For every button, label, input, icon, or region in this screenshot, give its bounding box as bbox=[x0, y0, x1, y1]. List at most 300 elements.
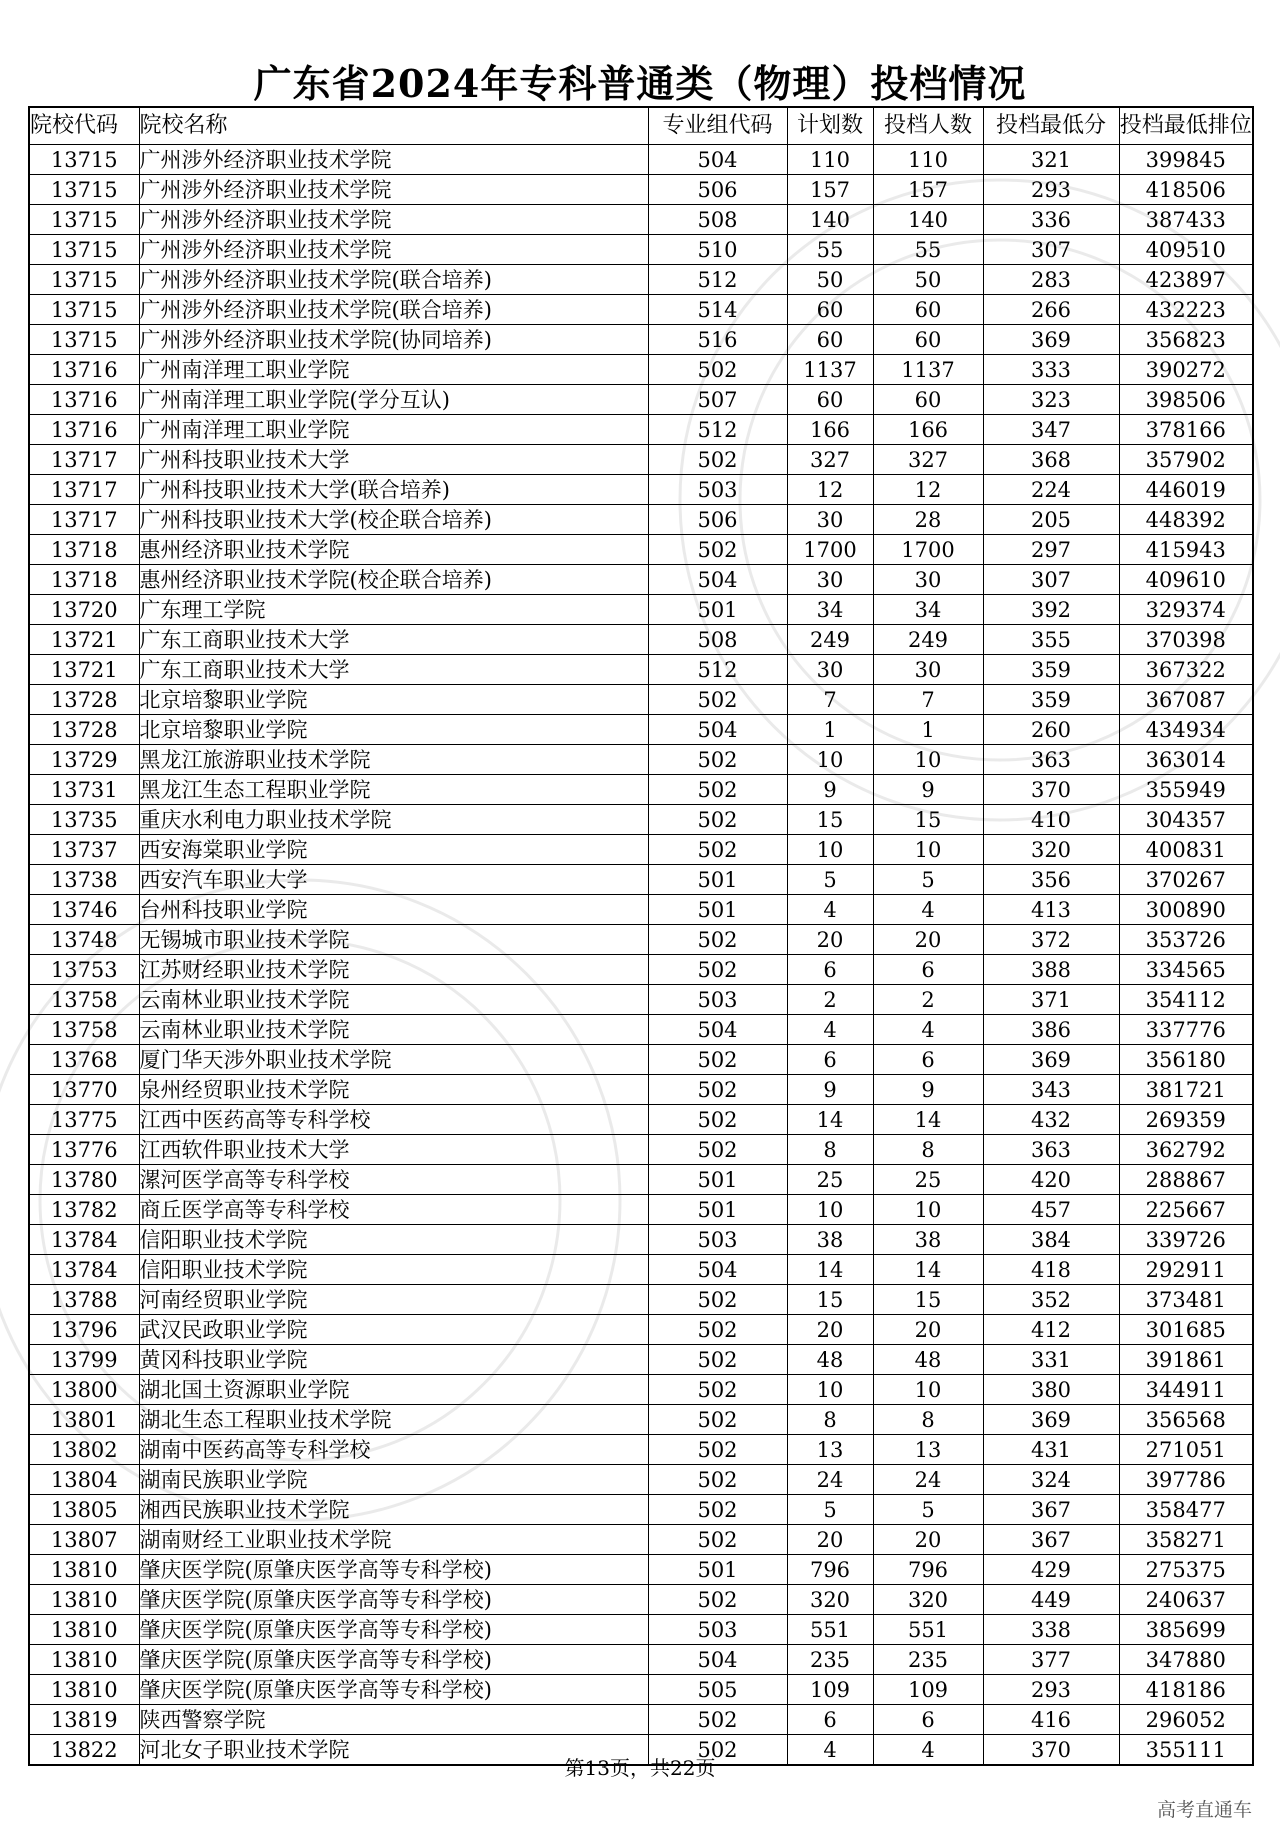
cell-school-name: 广州科技职业技术大学(联合培养) bbox=[139, 475, 648, 505]
table-row bbox=[29, 1135, 1253, 1165]
cell-plan-count: 796 bbox=[787, 1555, 873, 1585]
header-school-name: 院校名称 bbox=[139, 107, 648, 145]
table-row bbox=[29, 1075, 1253, 1105]
cell-group-code: 505 bbox=[648, 1675, 787, 1705]
table-row bbox=[29, 1195, 1253, 1225]
cell-admitted-count: 14 bbox=[873, 1105, 983, 1135]
table-row bbox=[29, 325, 1253, 355]
cell-min-rank: 356823 bbox=[1119, 325, 1253, 355]
cell-school-name: 湘西民族职业技术学院 bbox=[139, 1495, 648, 1525]
cell-admitted-count: 4 bbox=[873, 895, 983, 925]
cell-school-name: 广东理工学院 bbox=[139, 595, 648, 625]
table-row bbox=[29, 1495, 1253, 1525]
cell-min-rank: 448392 bbox=[1119, 505, 1253, 535]
cell-school-code: 13746 bbox=[29, 895, 139, 925]
cell-min-score: 368 bbox=[983, 445, 1119, 475]
cell-min-rank: 391861 bbox=[1119, 1345, 1253, 1375]
cell-school-name: 河北女子职业技术学院 bbox=[139, 1735, 648, 1766]
cell-plan-count: 20 bbox=[787, 1315, 873, 1345]
cell-school-name: 肇庆医学院(原肇庆医学高等专科学校) bbox=[139, 1615, 648, 1645]
cell-admitted-count: 30 bbox=[873, 565, 983, 595]
cell-school-code: 13801 bbox=[29, 1405, 139, 1435]
cell-plan-count: 34 bbox=[787, 595, 873, 625]
cell-min-rank: 367322 bbox=[1119, 655, 1253, 685]
cell-min-rank: 358271 bbox=[1119, 1525, 1253, 1555]
cell-min-rank: 356568 bbox=[1119, 1405, 1253, 1435]
cell-plan-count: 12 bbox=[787, 475, 873, 505]
table-row bbox=[29, 685, 1253, 715]
cell-plan-count: 60 bbox=[787, 385, 873, 415]
cell-school-code: 13810 bbox=[29, 1675, 139, 1705]
cell-admitted-count: 10 bbox=[873, 1195, 983, 1225]
table-row bbox=[29, 775, 1253, 805]
cell-plan-count: 15 bbox=[787, 1285, 873, 1315]
cell-school-name: 广州涉外经济职业技术学院(协同培养) bbox=[139, 325, 648, 355]
table-row bbox=[29, 535, 1253, 565]
cell-group-code: 502 bbox=[648, 835, 787, 865]
table-row bbox=[29, 235, 1253, 265]
cell-group-code: 507 bbox=[648, 385, 787, 415]
cell-admitted-count: 235 bbox=[873, 1645, 983, 1675]
cell-admitted-count: 8 bbox=[873, 1405, 983, 1435]
cell-group-code: 516 bbox=[648, 325, 787, 355]
cell-min-rank: 432223 bbox=[1119, 295, 1253, 325]
table-row bbox=[29, 385, 1253, 415]
cell-school-code: 13721 bbox=[29, 655, 139, 685]
cell-min-rank: 334565 bbox=[1119, 955, 1253, 985]
cell-school-code: 13748 bbox=[29, 925, 139, 955]
cell-plan-count: 7 bbox=[787, 685, 873, 715]
cell-group-code: 508 bbox=[648, 625, 787, 655]
table-row bbox=[29, 1585, 1253, 1615]
cell-min-score: 380 bbox=[983, 1375, 1119, 1405]
header-min-score: 投档最低分 bbox=[983, 107, 1119, 145]
table-row bbox=[29, 1285, 1253, 1315]
cell-plan-count: 109 bbox=[787, 1675, 873, 1705]
cell-plan-count: 38 bbox=[787, 1225, 873, 1255]
page-title: 广东省2024年专科普通类（物理）投档情况 bbox=[253, 61, 1027, 106]
cell-school-name: 武汉民政职业学院 bbox=[139, 1315, 648, 1345]
table-row bbox=[29, 505, 1253, 535]
cell-school-code: 13799 bbox=[29, 1345, 139, 1375]
cell-min-rank: 370267 bbox=[1119, 865, 1253, 895]
cell-min-rank: 271051 bbox=[1119, 1435, 1253, 1465]
cell-admitted-count: 157 bbox=[873, 175, 983, 205]
cell-min-score: 338 bbox=[983, 1615, 1119, 1645]
cell-group-code: 504 bbox=[648, 565, 787, 595]
cell-min-score: 333 bbox=[983, 355, 1119, 385]
cell-admitted-count: 24 bbox=[873, 1465, 983, 1495]
cell-school-code: 13770 bbox=[29, 1075, 139, 1105]
cell-school-name: 湖南中医药高等专科学校 bbox=[139, 1435, 648, 1465]
table-header-row bbox=[29, 107, 1253, 145]
cell-admitted-count: 2 bbox=[873, 985, 983, 1015]
cell-school-code: 13800 bbox=[29, 1375, 139, 1405]
cell-plan-count: 249 bbox=[787, 625, 873, 655]
cell-group-code: 512 bbox=[648, 655, 787, 685]
cell-school-name: 无锡城市职业技术学院 bbox=[139, 925, 648, 955]
cell-group-code: 508 bbox=[648, 205, 787, 235]
cell-min-score: 343 bbox=[983, 1075, 1119, 1105]
cell-plan-count: 6 bbox=[787, 1045, 873, 1075]
cell-school-name: 湖北生态工程职业技术学院 bbox=[139, 1405, 648, 1435]
cell-school-name: 云南林业职业技术学院 bbox=[139, 1015, 648, 1045]
table-row bbox=[29, 1615, 1253, 1645]
cell-group-code: 502 bbox=[648, 1075, 787, 1105]
cell-min-rank: 269359 bbox=[1119, 1105, 1253, 1135]
cell-min-score: 371 bbox=[983, 985, 1119, 1015]
cell-school-code: 13810 bbox=[29, 1645, 139, 1675]
cell-min-rank: 355111 bbox=[1119, 1735, 1253, 1766]
cell-plan-count: 20 bbox=[787, 925, 873, 955]
cell-group-code: 514 bbox=[648, 295, 787, 325]
cell-plan-count: 30 bbox=[787, 655, 873, 685]
cell-min-rank: 356180 bbox=[1119, 1045, 1253, 1075]
cell-school-code: 13715 bbox=[29, 145, 139, 175]
cell-admitted-count: 110 bbox=[873, 145, 983, 175]
table-row bbox=[29, 1225, 1253, 1255]
cell-school-name: 陕西警察学院 bbox=[139, 1705, 648, 1735]
cell-school-name: 河南经贸职业学院 bbox=[139, 1285, 648, 1315]
cell-admitted-count: 50 bbox=[873, 265, 983, 295]
cell-min-score: 449 bbox=[983, 1585, 1119, 1615]
cell-admitted-count: 140 bbox=[873, 205, 983, 235]
cell-admitted-count: 109 bbox=[873, 1675, 983, 1705]
table-body bbox=[29, 145, 1253, 1766]
cell-min-score: 307 bbox=[983, 565, 1119, 595]
cell-school-code: 13737 bbox=[29, 835, 139, 865]
cell-min-rank: 446019 bbox=[1119, 475, 1253, 505]
cell-school-code: 13715 bbox=[29, 235, 139, 265]
cell-group-code: 502 bbox=[648, 535, 787, 565]
cell-group-code: 501 bbox=[648, 1195, 787, 1225]
cell-admitted-count: 249 bbox=[873, 625, 983, 655]
cell-school-code: 13768 bbox=[29, 1045, 139, 1075]
table-row bbox=[29, 1675, 1253, 1705]
cell-min-rank: 357902 bbox=[1119, 445, 1253, 475]
cell-school-name: 惠州经济职业技术学院(校企联合培养) bbox=[139, 565, 648, 595]
cell-school-code: 13807 bbox=[29, 1525, 139, 1555]
cell-min-score: 224 bbox=[983, 475, 1119, 505]
cell-min-rank: 355949 bbox=[1119, 775, 1253, 805]
cell-school-name: 江西中医药高等专科学校 bbox=[139, 1105, 648, 1135]
cell-min-score: 388 bbox=[983, 955, 1119, 985]
cell-school-name: 北京培黎职业学院 bbox=[139, 685, 648, 715]
cell-min-rank: 434934 bbox=[1119, 715, 1253, 745]
cell-school-name: 广东工商职业技术大学 bbox=[139, 655, 648, 685]
cell-school-name: 黑龙江旅游职业技术学院 bbox=[139, 745, 648, 775]
cell-plan-count: 10 bbox=[787, 835, 873, 865]
cell-plan-count: 48 bbox=[787, 1345, 873, 1375]
cell-school-code: 13731 bbox=[29, 775, 139, 805]
table-row bbox=[29, 805, 1253, 835]
cell-school-name: 广州涉外经济职业技术学院(联合培养) bbox=[139, 265, 648, 295]
cell-min-rank: 362792 bbox=[1119, 1135, 1253, 1165]
cell-group-code: 512 bbox=[648, 415, 787, 445]
cell-school-code: 13715 bbox=[29, 295, 139, 325]
cell-school-name: 西安汽车职业大学 bbox=[139, 865, 648, 895]
cell-plan-count: 25 bbox=[787, 1165, 873, 1195]
cell-admitted-count: 5 bbox=[873, 1495, 983, 1525]
cell-school-code: 13717 bbox=[29, 445, 139, 475]
cell-min-score: 377 bbox=[983, 1645, 1119, 1675]
cell-admitted-count: 796 bbox=[873, 1555, 983, 1585]
cell-min-score: 386 bbox=[983, 1015, 1119, 1045]
cell-plan-count: 14 bbox=[787, 1105, 873, 1135]
cell-school-code: 13776 bbox=[29, 1135, 139, 1165]
cell-min-score: 410 bbox=[983, 805, 1119, 835]
cell-plan-count: 5 bbox=[787, 1495, 873, 1525]
cell-admitted-count: 10 bbox=[873, 835, 983, 865]
cell-min-score: 418 bbox=[983, 1255, 1119, 1285]
table-row bbox=[29, 1465, 1253, 1495]
cell-school-code: 13715 bbox=[29, 205, 139, 235]
table-row bbox=[29, 1315, 1253, 1345]
cell-school-name: 湖南民族职业学院 bbox=[139, 1465, 648, 1495]
cell-plan-count: 327 bbox=[787, 445, 873, 475]
cell-admitted-count: 60 bbox=[873, 325, 983, 355]
cell-min-score: 363 bbox=[983, 745, 1119, 775]
cell-min-score: 283 bbox=[983, 265, 1119, 295]
cell-min-rank: 418506 bbox=[1119, 175, 1253, 205]
cell-min-score: 205 bbox=[983, 505, 1119, 535]
cell-admitted-count: 327 bbox=[873, 445, 983, 475]
cell-min-rank: 373481 bbox=[1119, 1285, 1253, 1315]
cell-group-code: 502 bbox=[648, 1045, 787, 1075]
cell-min-score: 384 bbox=[983, 1225, 1119, 1255]
cell-group-code: 502 bbox=[648, 1705, 787, 1735]
cell-group-code: 502 bbox=[648, 1495, 787, 1525]
cell-school-name: 广州涉外经济职业技术学院 bbox=[139, 235, 648, 265]
cell-school-code: 13728 bbox=[29, 685, 139, 715]
cell-group-code: 503 bbox=[648, 1615, 787, 1645]
cell-admitted-count: 55 bbox=[873, 235, 983, 265]
cell-group-code: 502 bbox=[648, 1375, 787, 1405]
cell-school-code: 13735 bbox=[29, 805, 139, 835]
cell-min-rank: 304357 bbox=[1119, 805, 1253, 835]
cell-school-code: 13738 bbox=[29, 865, 139, 895]
cell-school-name: 广州科技职业技术大学 bbox=[139, 445, 648, 475]
cell-plan-count: 20 bbox=[787, 1525, 873, 1555]
cell-group-code: 502 bbox=[648, 1735, 787, 1766]
cell-school-code: 13717 bbox=[29, 475, 139, 505]
cell-min-score: 429 bbox=[983, 1555, 1119, 1585]
cell-school-code: 13810 bbox=[29, 1555, 139, 1585]
cell-min-score: 352 bbox=[983, 1285, 1119, 1315]
cell-min-score: 320 bbox=[983, 835, 1119, 865]
header-admitted-count: 投档人数 bbox=[873, 107, 983, 145]
cell-plan-count: 9 bbox=[787, 775, 873, 805]
cell-school-code: 13780 bbox=[29, 1165, 139, 1195]
cell-admitted-count: 20 bbox=[873, 1525, 983, 1555]
cell-group-code: 501 bbox=[648, 1555, 787, 1585]
cell-min-score: 331 bbox=[983, 1345, 1119, 1375]
cell-plan-count: 8 bbox=[787, 1405, 873, 1435]
cell-school-name: 广州涉外经济职业技术学院 bbox=[139, 145, 648, 175]
cell-group-code: 502 bbox=[648, 1345, 787, 1375]
cell-min-rank: 378166 bbox=[1119, 415, 1253, 445]
cell-group-code: 502 bbox=[648, 685, 787, 715]
cell-plan-count: 166 bbox=[787, 415, 873, 445]
table-row bbox=[29, 625, 1253, 655]
cell-school-name: 商丘医学高等专科学校 bbox=[139, 1195, 648, 1225]
cell-min-rank: 292911 bbox=[1119, 1255, 1253, 1285]
cell-plan-count: 60 bbox=[787, 325, 873, 355]
cell-admitted-count: 60 bbox=[873, 295, 983, 325]
cell-plan-count: 2 bbox=[787, 985, 873, 1015]
cell-min-rank: 275375 bbox=[1119, 1555, 1253, 1585]
table-row bbox=[29, 955, 1253, 985]
cell-school-code: 13788 bbox=[29, 1285, 139, 1315]
cell-admitted-count: 6 bbox=[873, 1045, 983, 1075]
cell-school-name: 信阳职业技术学院 bbox=[139, 1255, 648, 1285]
cell-min-rank: 240637 bbox=[1119, 1585, 1253, 1615]
cell-min-rank: 397786 bbox=[1119, 1465, 1253, 1495]
cell-school-code: 13716 bbox=[29, 415, 139, 445]
cell-min-rank: 415943 bbox=[1119, 535, 1253, 565]
cell-group-code: 501 bbox=[648, 595, 787, 625]
cell-min-score: 372 bbox=[983, 925, 1119, 955]
cell-group-code: 502 bbox=[648, 445, 787, 475]
cell-plan-count: 30 bbox=[787, 505, 873, 535]
cell-school-code: 13718 bbox=[29, 565, 139, 595]
cell-plan-count: 55 bbox=[787, 235, 873, 265]
cell-admitted-count: 9 bbox=[873, 1075, 983, 1105]
cell-min-score: 367 bbox=[983, 1495, 1119, 1525]
cell-plan-count: 157 bbox=[787, 175, 873, 205]
cell-group-code: 502 bbox=[648, 1585, 787, 1615]
cell-min-score: 369 bbox=[983, 1045, 1119, 1075]
cell-school-code: 13717 bbox=[29, 505, 139, 535]
cell-plan-count: 551 bbox=[787, 1615, 873, 1645]
cell-plan-count: 30 bbox=[787, 565, 873, 595]
table-row bbox=[29, 175, 1253, 205]
table-row bbox=[29, 565, 1253, 595]
admission-table bbox=[28, 106, 1254, 1766]
cell-min-rank: 296052 bbox=[1119, 1705, 1253, 1735]
cell-plan-count: 15 bbox=[787, 805, 873, 835]
cell-admitted-count: 8 bbox=[873, 1135, 983, 1165]
table-row bbox=[29, 1645, 1253, 1675]
cell-school-name: 广州南洋理工职业学院 bbox=[139, 415, 648, 445]
cell-admitted-count: 9 bbox=[873, 775, 983, 805]
cell-admitted-count: 5 bbox=[873, 865, 983, 895]
cell-min-score: 420 bbox=[983, 1165, 1119, 1195]
cell-group-code: 504 bbox=[648, 1015, 787, 1045]
cell-min-score: 413 bbox=[983, 895, 1119, 925]
cell-school-name: 肇庆医学院(原肇庆医学高等专科学校) bbox=[139, 1675, 648, 1705]
cell-min-score: 359 bbox=[983, 685, 1119, 715]
cell-school-code: 13796 bbox=[29, 1315, 139, 1345]
cell-school-code: 13720 bbox=[29, 595, 139, 625]
cell-min-score: 432 bbox=[983, 1105, 1119, 1135]
cell-min-rank: 409610 bbox=[1119, 565, 1253, 595]
cell-plan-count: 13 bbox=[787, 1435, 873, 1465]
cell-group-code: 502 bbox=[648, 1465, 787, 1495]
cell-school-name: 湖北国土资源职业学院 bbox=[139, 1375, 648, 1405]
header-min-rank: 投档最低排位 bbox=[1119, 107, 1253, 145]
table-row bbox=[29, 1705, 1253, 1735]
cell-min-rank: 423897 bbox=[1119, 265, 1253, 295]
cell-school-name: 惠州经济职业技术学院 bbox=[139, 535, 648, 565]
table-row bbox=[29, 865, 1253, 895]
cell-group-code: 502 bbox=[648, 955, 787, 985]
cell-plan-count: 4 bbox=[787, 1015, 873, 1045]
cell-group-code: 503 bbox=[648, 985, 787, 1015]
cell-plan-count: 320 bbox=[787, 1585, 873, 1615]
cell-plan-count: 1700 bbox=[787, 535, 873, 565]
cell-min-rank: 370398 bbox=[1119, 625, 1253, 655]
cell-admitted-count: 166 bbox=[873, 415, 983, 445]
cell-school-code: 13716 bbox=[29, 355, 139, 385]
table-row bbox=[29, 295, 1253, 325]
table-row bbox=[29, 745, 1253, 775]
cell-admitted-count: 10 bbox=[873, 745, 983, 775]
cell-school-name: 江苏财经职业技术学院 bbox=[139, 955, 648, 985]
cell-min-rank: 385699 bbox=[1119, 1615, 1253, 1645]
cell-plan-count: 14 bbox=[787, 1255, 873, 1285]
cell-school-code: 13715 bbox=[29, 265, 139, 295]
cell-group-code: 502 bbox=[648, 925, 787, 955]
cell-school-code: 13728 bbox=[29, 715, 139, 745]
cell-group-code: 512 bbox=[648, 265, 787, 295]
cell-school-name: 广州南洋理工职业学院 bbox=[139, 355, 648, 385]
cell-min-rank: 300890 bbox=[1119, 895, 1253, 925]
cell-school-code: 13804 bbox=[29, 1465, 139, 1495]
cell-plan-count: 60 bbox=[787, 295, 873, 325]
cell-admitted-count: 4 bbox=[873, 1015, 983, 1045]
table-row bbox=[29, 415, 1253, 445]
header-group-code: 专业组代码 bbox=[648, 107, 787, 145]
table-row bbox=[29, 475, 1253, 505]
cell-group-code: 502 bbox=[648, 1105, 787, 1135]
cell-school-name: 肇庆医学院(原肇庆医学高等专科学校) bbox=[139, 1645, 648, 1675]
cell-min-score: 347 bbox=[983, 415, 1119, 445]
table-row bbox=[29, 1015, 1253, 1045]
cell-school-code: 13784 bbox=[29, 1225, 139, 1255]
cell-admitted-count: 13 bbox=[873, 1435, 983, 1465]
cell-school-name: 泉州经贸职业技术学院 bbox=[139, 1075, 648, 1105]
cell-plan-count: 6 bbox=[787, 1705, 873, 1735]
cell-admitted-count: 1700 bbox=[873, 535, 983, 565]
cell-group-code: 502 bbox=[648, 355, 787, 385]
cell-min-score: 324 bbox=[983, 1465, 1119, 1495]
watermark-label: 高考直通车 bbox=[1156, 1799, 1252, 1821]
cell-group-code: 504 bbox=[648, 1255, 787, 1285]
cell-plan-count: 4 bbox=[787, 1735, 873, 1766]
cell-min-rank: 418186 bbox=[1119, 1675, 1253, 1705]
table-row bbox=[29, 145, 1253, 175]
table-row bbox=[29, 1435, 1253, 1465]
cell-admitted-count: 12 bbox=[873, 475, 983, 505]
table-row bbox=[29, 355, 1253, 385]
cell-plan-count: 10 bbox=[787, 1375, 873, 1405]
cell-school-name: 广州涉外经济职业技术学院 bbox=[139, 175, 648, 205]
cell-min-score: 369 bbox=[983, 1405, 1119, 1435]
cell-min-score: 293 bbox=[983, 1675, 1119, 1705]
cell-min-rank: 367087 bbox=[1119, 685, 1253, 715]
cell-group-code: 501 bbox=[648, 1165, 787, 1195]
cell-admitted-count: 14 bbox=[873, 1255, 983, 1285]
cell-min-score: 356 bbox=[983, 865, 1119, 895]
cell-min-score: 359 bbox=[983, 655, 1119, 685]
cell-min-rank: 358477 bbox=[1119, 1495, 1253, 1525]
table-row bbox=[29, 1345, 1253, 1375]
cell-min-rank: 399845 bbox=[1119, 145, 1253, 175]
cell-school-name: 肇庆医学院(原肇庆医学高等专科学校) bbox=[139, 1555, 648, 1585]
cell-school-name: 信阳职业技术学院 bbox=[139, 1225, 648, 1255]
cell-min-rank: 301685 bbox=[1119, 1315, 1253, 1345]
